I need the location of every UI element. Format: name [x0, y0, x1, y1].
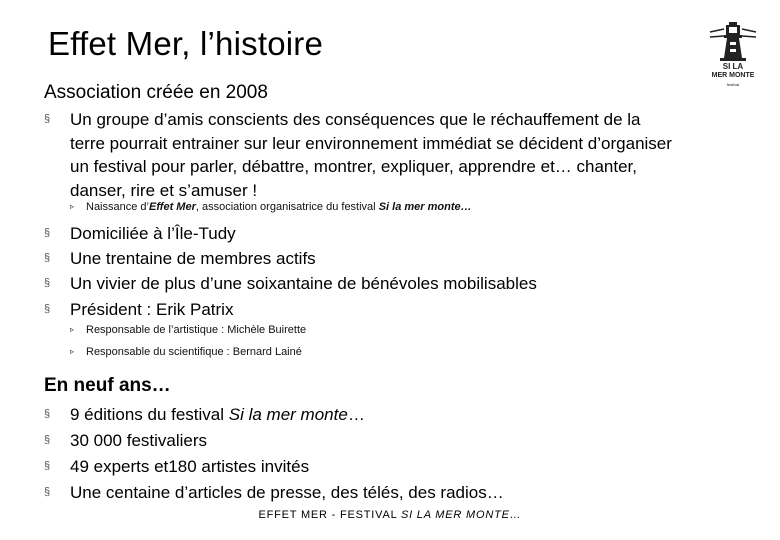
bullet-intro-text — [70, 108, 730, 202]
bullet-icon: § — [44, 460, 51, 472]
sub-bullet-role — [70, 345, 302, 359]
bullet-icon: § — [44, 486, 51, 498]
birth-prefix: Naissance d’ — [86, 201, 149, 213]
logo-line-2: MER MONTE — [711, 72, 755, 79]
slide-footer — [0, 509, 780, 521]
editions-suffix: … — [347, 405, 365, 424]
item-text: 49 experts et180 artistes invités — [70, 457, 310, 476]
editions-prefix: 9 éditions du festival — [70, 405, 229, 424]
lighthouse-icon — [708, 20, 758, 64]
triangle-bullet-icon: ▹ — [70, 347, 75, 356]
editions-festival: Si la mer monte — [228, 405, 348, 424]
intro-line-3: un festival pour parler, débattre, montrer, expliquer, apprendre et… chanter, — [70, 157, 638, 176]
slide-title: Effet Mer, l’histoire — [48, 25, 324, 62]
bullet-icon: § — [44, 227, 51, 239]
fact-text: Domiciliée à l’Île-Tudy — [70, 224, 236, 243]
bullet-icon: § — [44, 303, 51, 315]
bullet-icon: § — [44, 408, 51, 420]
intro-line-2: terre pourrait entrainer sur leur environnement immédiat se décident d’organiser — [70, 133, 672, 153]
birth-name: Effet Mer — [148, 201, 196, 213]
triangle-bullet-icon: ▹ — [70, 202, 75, 211]
bullet-icon: § — [44, 434, 51, 446]
footer-prefix: EFFET MER - FESTIVAL — [258, 509, 401, 521]
sub-bullet-birth — [70, 200, 472, 214]
section-heading-neuf-ans: En neuf ans… — [44, 375, 171, 396]
footer-festival: SI LA MER MONTE… — [400, 509, 522, 521]
triangle-bullet-icon: ▹ — [70, 325, 75, 334]
role-text: Responsable du scientifique : Bernard Lainé — [86, 346, 302, 358]
fact-text: Une trentaine de membres actifs — [70, 249, 316, 268]
logo-line-3: festival — [726, 82, 740, 87]
intro-line-1: Un groupe d’amis conscients des conséquences que le réchauffement de la — [70, 110, 641, 129]
logo-line-1: SI LA — [722, 62, 744, 71]
role-text: Responsable de l’artistique : Michèle Buirette — [86, 324, 307, 336]
item-text: Une centaine d’articles de presse, des télés, des radios… — [70, 483, 504, 502]
birth-festival: Si la mer monte… — [378, 201, 472, 213]
bullet-icon: § — [44, 113, 51, 125]
birth-middle: , association organisatrice du festival — [195, 201, 379, 213]
bullet-icon: § — [44, 277, 51, 289]
fact-text: Président : Erik Patrix — [70, 300, 234, 319]
intro-line-4: danser, rire et s’amuser ! — [70, 180, 258, 200]
item-text: 30 000 festivaliers — [70, 431, 208, 450]
sub-bullet-role — [70, 323, 306, 337]
editions-text — [70, 403, 730, 427]
lighthouse-logo — [708, 20, 758, 92]
fact-text: Un vivier de plus d’une soixantaine de bénévoles mobilisables — [70, 274, 537, 293]
section-heading-association: Association créée en 2008 — [44, 82, 268, 103]
bullet-icon: § — [44, 252, 51, 264]
